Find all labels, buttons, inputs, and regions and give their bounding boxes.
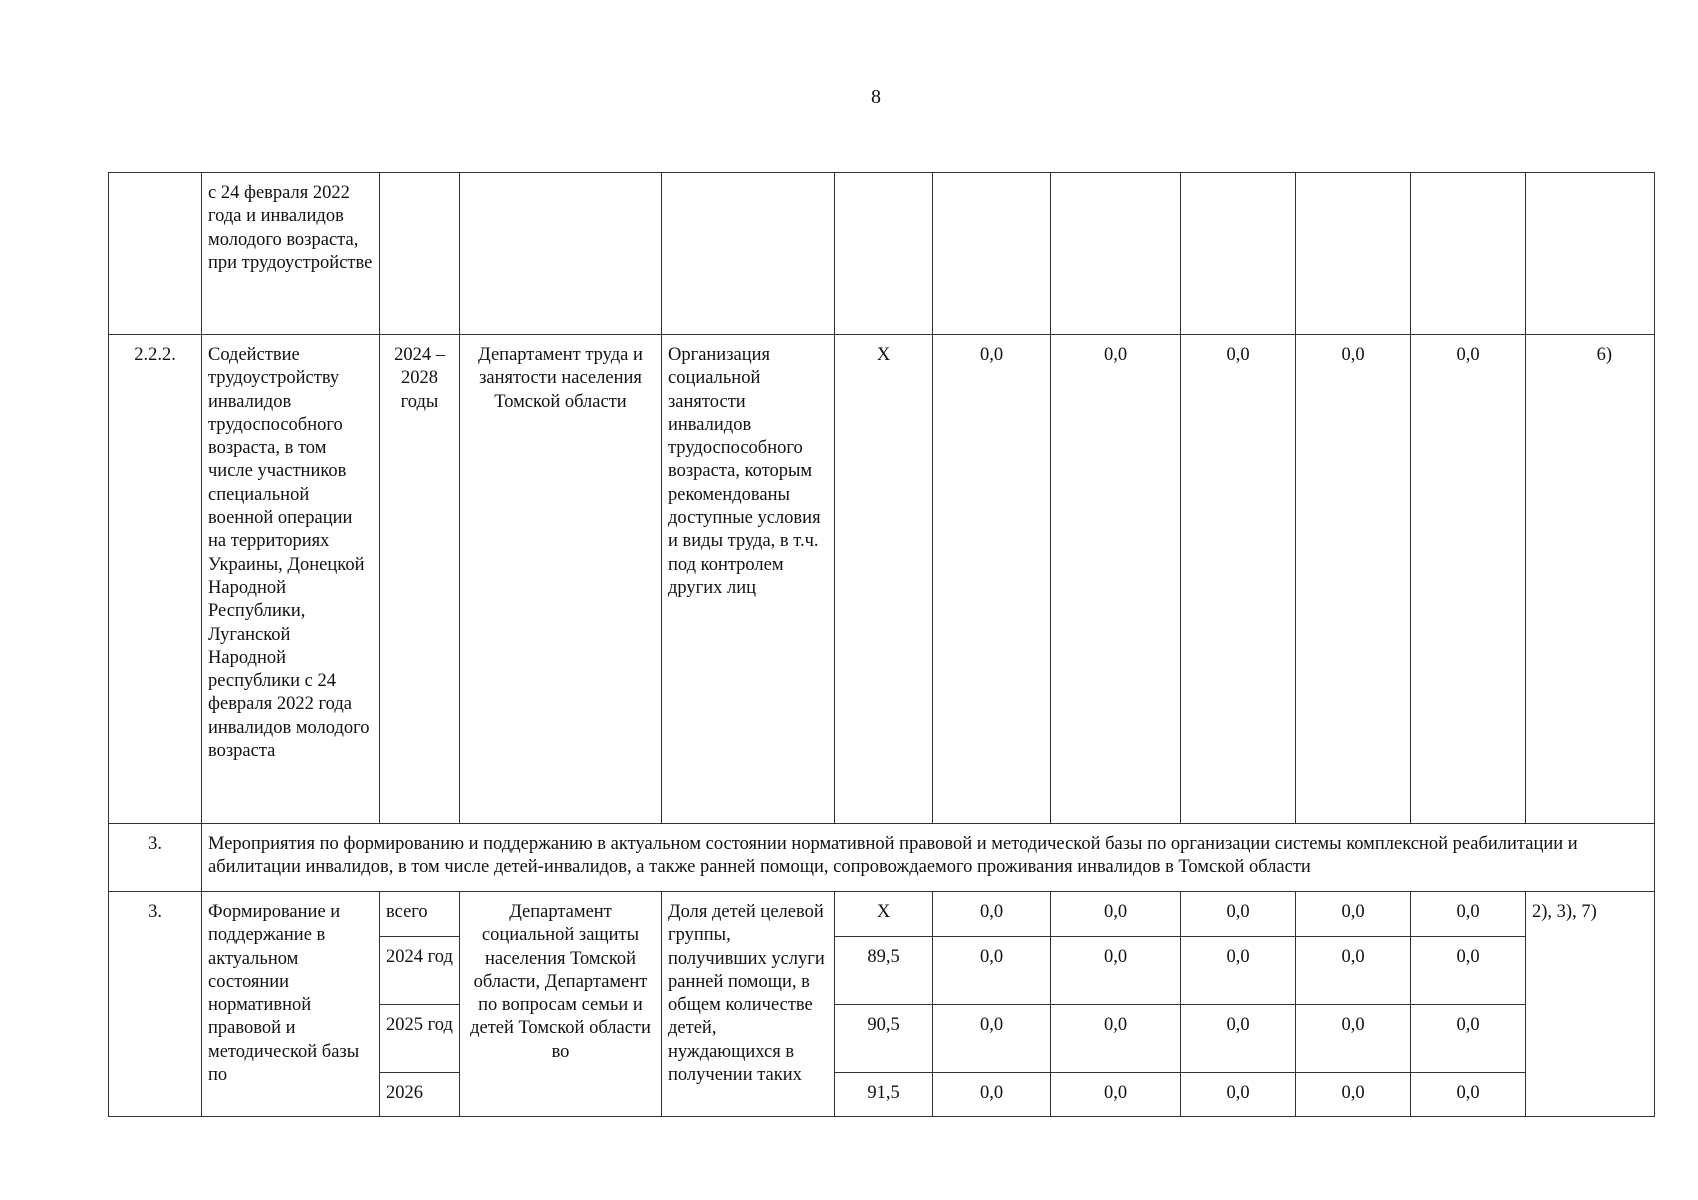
section-title: Мероприятия по формированию и поддержанию в актуальном состоянии нормативной правовой и методической базы по организации системы комплексной реабилитации и абилитации инвалидов, в том числе детей-инвалидов, а также ранней помощи, сопровождаемого проживания инвалидов в Томской области bbox=[202, 824, 1655, 892]
cell-amount: 0,0 bbox=[1411, 1073, 1526, 1117]
cell-value bbox=[835, 173, 933, 335]
cell-amount bbox=[1181, 173, 1296, 335]
cell-amount: 0,0 bbox=[1411, 1005, 1526, 1073]
cell-amount: 0,0 bbox=[1296, 892, 1411, 937]
cell-amount: 0,0 bbox=[1051, 892, 1181, 937]
cell-period: 2024 год bbox=[380, 937, 460, 1005]
cell-amount: 0,0 bbox=[1411, 892, 1526, 937]
cell-note bbox=[1526, 173, 1655, 335]
cell-amount: 0,0 bbox=[933, 892, 1051, 937]
cell-amount: 0,0 bbox=[1411, 335, 1526, 824]
cell-num: 3. bbox=[109, 892, 202, 1117]
cell-note: 6) bbox=[1526, 335, 1655, 824]
cell-amount: 0,0 bbox=[1051, 937, 1181, 1005]
cell-amount: 0,0 bbox=[1051, 1005, 1181, 1073]
cell-executor: Департамент труда и занятости населения Томской области bbox=[460, 335, 662, 824]
cell-amount: 0,0 bbox=[1181, 892, 1296, 937]
cell-period: 2024 – 2028 годы bbox=[380, 335, 460, 824]
cell-period: всего bbox=[380, 892, 460, 937]
cell-amount: 0,0 bbox=[1411, 937, 1526, 1005]
cell-name: Содействие трудоустройству инвалидов трудоспособного возраста, в том числе участников специальной военной операции на территориях Украины, Донецкой Народной Республики, Луганской Народной республики с 24 февраля 2022 года инвалидов молодого возраста bbox=[202, 335, 380, 824]
cell-indicator: Доля детей целевой группы, получивших услуги ранней помощи, в общем количестве детей, нуждающихся в получении таких bbox=[662, 892, 835, 1117]
cell-num: 2.2.2. bbox=[109, 335, 202, 824]
cell-amount bbox=[1296, 173, 1411, 335]
cell-value: Х bbox=[835, 892, 933, 937]
cell-amount: 0,0 bbox=[1181, 1005, 1296, 1073]
cell-amount: 0,0 bbox=[1181, 1073, 1296, 1117]
cell-amount: 0,0 bbox=[1296, 937, 1411, 1005]
cell-amount: 0,0 bbox=[933, 937, 1051, 1005]
cell-period: 2026 bbox=[380, 1073, 460, 1117]
cell-amount bbox=[1051, 173, 1181, 335]
table-row-3-total bbox=[109, 892, 1655, 937]
table-row-2-2-2 bbox=[109, 335, 1655, 824]
cell-amount: 0,0 bbox=[1181, 937, 1296, 1005]
cell-amount: 0,0 bbox=[1296, 335, 1411, 824]
cell-period: 2025 год bbox=[380, 1005, 460, 1073]
measures-table bbox=[108, 172, 1655, 1117]
table-row-continued bbox=[109, 173, 1655, 335]
cell-value: 90,5 bbox=[835, 1005, 933, 1073]
cell-note: 2), 3), 7) bbox=[1526, 892, 1655, 1117]
cell-amount: 0,0 bbox=[933, 335, 1051, 824]
cell-period bbox=[380, 173, 460, 335]
cell-name: Формирование и поддержание в актуальном состоянии нормативной правовой и методической базы по bbox=[202, 892, 380, 1117]
cell-indicator: Организация социальной занятости инвалидов трудоспособного возраста, которым рекомендованы доступные условия и виды труда, в т.ч. под контролем других лиц bbox=[662, 335, 835, 824]
cell-amount bbox=[1411, 173, 1526, 335]
cell-amount: 0,0 bbox=[1296, 1005, 1411, 1073]
cell-executor bbox=[460, 173, 662, 335]
section-num: 3. bbox=[109, 824, 202, 892]
cell-amount: 0,0 bbox=[933, 1073, 1051, 1117]
page-number: 8 bbox=[871, 86, 881, 108]
cell-amount: 0,0 bbox=[1051, 1073, 1181, 1117]
cell-amount: 0,0 bbox=[933, 1005, 1051, 1073]
cell-executor: Департамент социальной защиты населения Томской области, Департамент по вопросам семьи и детей Томской области во bbox=[460, 892, 662, 1117]
cell-indicator bbox=[662, 173, 835, 335]
cell-value: Х bbox=[835, 335, 933, 824]
cell-name: с 24 февраля 2022 года и инвалидов молодого возраста, при трудоустройстве bbox=[202, 173, 380, 335]
cell-amount bbox=[933, 173, 1051, 335]
cell-num bbox=[109, 173, 202, 335]
cell-value: 89,5 bbox=[835, 937, 933, 1005]
cell-amount: 0,0 bbox=[1296, 1073, 1411, 1117]
cell-amount: 0,0 bbox=[1051, 335, 1181, 824]
section-row-3 bbox=[109, 824, 1655, 892]
cell-value: 91,5 bbox=[835, 1073, 933, 1117]
cell-amount: 0,0 bbox=[1181, 335, 1296, 824]
